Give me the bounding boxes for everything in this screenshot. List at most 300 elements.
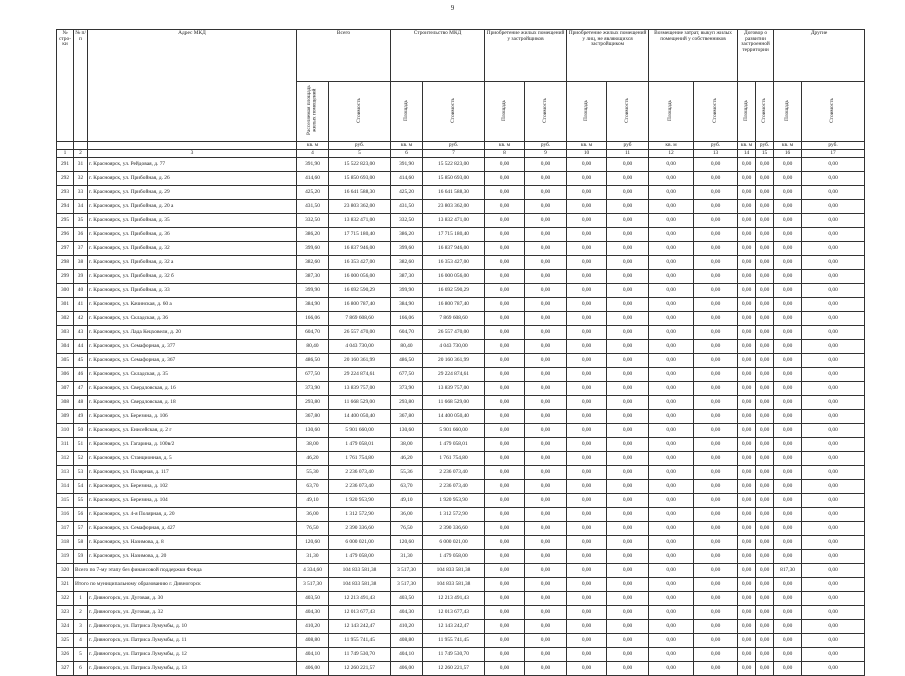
zero-value-cell: 0,00 [756, 480, 774, 494]
address-cell: г. Красноярск, ул. Семафорная, д. 377 [88, 340, 297, 354]
row-number-cell: 313 [57, 466, 74, 480]
zero-value-cell: 0,00 [567, 592, 607, 606]
zero-value-cell: 0,00 [802, 550, 865, 564]
zero-value-cell: 0,00 [525, 256, 567, 270]
zero-value-cell: 0,00 [485, 382, 525, 396]
zero-value-cell: 0,00 [485, 494, 525, 508]
zero-value-cell: 0,00 [738, 438, 756, 452]
zero-value-cell: 0,00 [567, 382, 607, 396]
zero-value-cell: 0,00 [738, 606, 756, 620]
item-number-cell: 55 [74, 494, 88, 508]
construction-area-cell: 3 517,30 [391, 578, 423, 592]
table-body [57, 158, 865, 676]
total-cost-cell: 13 832 471,00 [329, 214, 391, 228]
zero-value-cell: 0,00 [607, 466, 649, 480]
row-number-cell: 300 [57, 284, 74, 298]
construction-cost-cell: 1 312 572,90 [423, 508, 485, 522]
zero-value-cell: 0,00 [802, 452, 865, 466]
row-number-cell: 297 [57, 242, 74, 256]
header-total: Всего [297, 30, 391, 82]
total-cost-cell: 23 803 362,00 [329, 200, 391, 214]
unit-label: кв. м [391, 142, 423, 150]
zero-value-cell: 0,00 [485, 396, 525, 410]
zero-value-cell: 0,00 [525, 382, 567, 396]
construction-area-cell: 166,06 [391, 312, 423, 326]
item-number-cell: 59 [74, 550, 88, 564]
row-number-cell: 301 [57, 298, 74, 312]
total-label-cell: Всего по 7-му этапу без финансовой поддержки Фонда [74, 564, 297, 578]
address-cell: г. Красноярск, ул. Прибойная, д. 33 [88, 284, 297, 298]
table-row [57, 396, 865, 410]
zero-value-cell: 0,00 [756, 396, 774, 410]
zero-value-cell: 0,00 [485, 522, 525, 536]
construction-area-cell: 404,30 [391, 606, 423, 620]
zero-value-cell: 0,00 [774, 214, 802, 228]
zero-value-cell: 0,00 [774, 158, 802, 172]
address-cell: г. Красноярск, ул. Назимова, д. 8 [88, 536, 297, 550]
zero-value-cell: 0,00 [694, 186, 738, 200]
zero-value-cell: 0,00 [525, 284, 567, 298]
zero-value-cell: 0,00 [774, 186, 802, 200]
total-area-cell: 49,10 [297, 494, 329, 508]
zero-value-cell: 0,00 [774, 256, 802, 270]
column-number: 11 [607, 150, 649, 158]
total-area-cell: 604,70 [297, 326, 329, 340]
item-number-cell: 56 [74, 508, 88, 522]
zero-value-cell: 0,00 [694, 410, 738, 424]
total-cost-cell: 12 213 491,43 [329, 592, 391, 606]
zero-value-cell: 0,00 [567, 298, 607, 312]
construction-cost-cell: 6 000 021,00 [423, 536, 485, 550]
total-area-cell: 36,00 [297, 508, 329, 522]
table-row [57, 424, 865, 438]
zero-value-cell: 0,00 [607, 382, 649, 396]
construction-area-cell: 414,60 [391, 172, 423, 186]
construction-cost-cell: 2 236 073,40 [423, 466, 485, 480]
item-number-cell: 45 [74, 354, 88, 368]
zero-value-cell: 0,00 [567, 256, 607, 270]
zero-value-cell: 0,00 [525, 158, 567, 172]
zero-value-cell: 0,00 [774, 200, 802, 214]
zero-value-cell: 0,00 [485, 438, 525, 452]
zero-value-cell: 0,00 [485, 578, 525, 592]
unit-label: руб. [423, 142, 485, 150]
address-cell: г. Красноярск, ул. Березина, д. 104 [88, 494, 297, 508]
item-number-cell: 50 [74, 424, 88, 438]
table-row [57, 326, 865, 340]
row-number-cell: 294 [57, 200, 74, 214]
construction-cost-cell: 15 522 823,00 [423, 158, 485, 172]
row-number-cell: 314 [57, 480, 74, 494]
construction-area-cell: 425,20 [391, 186, 423, 200]
zero-value-cell: 0,00 [567, 508, 607, 522]
zero-value-cell: 0,00 [756, 368, 774, 382]
zero-value-cell: 0,00 [525, 662, 567, 676]
zero-value-cell: 0,00 [694, 368, 738, 382]
zero-value-cell: 0,00 [738, 186, 756, 200]
zero-value-cell: 0,00 [694, 438, 738, 452]
zero-value-cell: 0,00 [774, 228, 802, 242]
construction-cost-cell: 15 850 693,00 [423, 172, 485, 186]
zero-value-cell: 0,00 [774, 578, 802, 592]
address-cell: г. Красноярск, ул. Прибойная, д. 20 а [88, 200, 297, 214]
zero-value-cell: 0,00 [649, 312, 694, 326]
zero-value-cell: 0,00 [485, 340, 525, 354]
zero-value-cell: 0,00 [756, 606, 774, 620]
total-cost-cell: 26 557 470,00 [329, 326, 391, 340]
sub-header-area: Площадь [582, 99, 589, 121]
address-cell: г. Красноярск, ул. Енисейская, д. 2 г [88, 424, 297, 438]
item-number-cell: 31 [74, 158, 88, 172]
table-row [57, 256, 865, 270]
sub-header-cost: Стоимость [623, 97, 630, 123]
zero-value-cell: 0,00 [485, 158, 525, 172]
address-cell: г. Красноярск, ул. Полярная, д. 117 [88, 466, 297, 480]
total-cost-cell: 104 833 581,38 [329, 578, 391, 592]
zero-value-cell: 0,00 [694, 228, 738, 242]
zero-value-cell: 0,00 [607, 340, 649, 354]
zero-value-cell: 0,00 [485, 200, 525, 214]
header-address: Адрес МКД [88, 30, 297, 142]
zero-value-cell: 0,00 [649, 186, 694, 200]
zero-value-cell: 0,00 [649, 522, 694, 536]
zero-value-cell: 0,00 [649, 438, 694, 452]
zero-value-cell: 0,00 [774, 522, 802, 536]
construction-area-cell: 3 517,30 [391, 564, 423, 578]
total-area-cell: 332,50 [297, 214, 329, 228]
address-cell: г. Красноярск, ул. 4-я Полярная, д. 20 [88, 508, 297, 522]
total-area-cell: 80,40 [297, 340, 329, 354]
zero-value-cell: 0,00 [607, 186, 649, 200]
zero-value-cell: 0,00 [738, 298, 756, 312]
zero-value-cell: 0,00 [694, 536, 738, 550]
zero-value-cell: 0,00 [694, 620, 738, 634]
column-number: 17 [802, 150, 865, 158]
column-number: 3 [88, 150, 297, 158]
zero-value-cell: 0,00 [567, 158, 607, 172]
zero-value-cell: 0,00 [607, 298, 649, 312]
total-cost-cell: 4 043 730,00 [329, 340, 391, 354]
zero-value-cell: 0,00 [774, 312, 802, 326]
table-row [57, 606, 865, 620]
zero-value-cell: 0,00 [607, 606, 649, 620]
zero-value-cell: 0,00 [774, 284, 802, 298]
unit-label: кв. м [485, 142, 525, 150]
construction-cost-cell: 104 833 581,38 [423, 564, 485, 578]
table-row [57, 634, 865, 648]
zero-value-cell: 0,00 [567, 214, 607, 228]
total-cost-cell: 13 839 757,00 [329, 382, 391, 396]
zero-value-cell: 0,00 [738, 424, 756, 438]
zero-value-cell: 0,00 [756, 284, 774, 298]
zero-value-cell: 0,00 [802, 578, 865, 592]
zero-value-cell: 0,00 [694, 242, 738, 256]
zero-value-cell: 0,00 [525, 424, 567, 438]
zero-value-cell: 0,00 [567, 312, 607, 326]
table-row [57, 522, 865, 536]
construction-cost-cell: 1 761 754,80 [423, 452, 485, 466]
item-number-cell: 43 [74, 326, 88, 340]
sub-header-area: Площадь [667, 99, 674, 121]
zero-value-cell: 0,00 [607, 242, 649, 256]
construction-area-cell: 486,50 [391, 354, 423, 368]
zero-value-cell: 0,00 [738, 466, 756, 480]
zero-value-cell: 0,00 [485, 592, 525, 606]
total-cost-cell: 15 850 693,00 [329, 172, 391, 186]
zero-value-cell: 0,00 [756, 494, 774, 508]
construction-cost-cell: 23 803 362,00 [423, 200, 485, 214]
zero-value-cell: 0,00 [649, 564, 694, 578]
zero-value-cell: 0,00 [802, 326, 865, 340]
total-cost-cell: 1 479 058,00 [329, 550, 391, 564]
column-number: 5 [329, 150, 391, 158]
row-number-cell: 298 [57, 256, 74, 270]
construction-cost-cell: 4 043 730,00 [423, 340, 485, 354]
zero-value-cell: 0,00 [774, 172, 802, 186]
total-cost-cell: 29 224 874,61 [329, 368, 391, 382]
zero-value-cell: 0,00 [694, 522, 738, 536]
zero-value-cell: 0,00 [607, 172, 649, 186]
zero-value-cell: 0,00 [485, 228, 525, 242]
zero-value-cell: 0,00 [756, 200, 774, 214]
zero-value-cell: 0,00 [738, 480, 756, 494]
construction-area-cell: 431,50 [391, 200, 423, 214]
zero-value-cell: 0,00 [802, 172, 865, 186]
zero-value-cell: 0,00 [802, 270, 865, 284]
zero-value-cell: 0,00 [485, 452, 525, 466]
total-cost-cell: 2 236 073,40 [329, 466, 391, 480]
zero-value-cell: 0,00 [738, 410, 756, 424]
zero-value-cell: 0,00 [649, 242, 694, 256]
column-number: 9 [525, 150, 567, 158]
address-cell: г. Красноярск, ул. Прибойная, д. 35 [88, 214, 297, 228]
construction-cost-cell: 16 692 590,29 [423, 284, 485, 298]
table-row [57, 452, 865, 466]
item-number-cell: 37 [74, 242, 88, 256]
zero-value-cell: 0,00 [738, 172, 756, 186]
row-number-cell: 312 [57, 452, 74, 466]
sub-header-area: Площадь [783, 99, 790, 121]
construction-area-cell: 80,40 [391, 340, 423, 354]
zero-value-cell: 0,00 [525, 494, 567, 508]
zero-value-cell: 0,00 [525, 480, 567, 494]
table-row [57, 340, 865, 354]
construction-area-cell: 404,10 [391, 648, 423, 662]
unit-label: руб [607, 142, 649, 150]
item-number-cell: 46 [74, 368, 88, 382]
zero-value-cell: 0,00 [567, 536, 607, 550]
sub-header-cost: Стоимость [711, 97, 718, 123]
zero-value-cell: 0,00 [567, 550, 607, 564]
zero-value-cell: 0,00 [525, 564, 567, 578]
address-cell: г. Красноярск, ул. Свердловская, д. 16 [88, 382, 297, 396]
zero-value-cell: 0,00 [485, 662, 525, 676]
zero-value-cell: 0,00 [738, 592, 756, 606]
zero-value-cell: 0,00 [607, 410, 649, 424]
zero-value-cell: 0,00 [738, 536, 756, 550]
column-number: 14 [738, 150, 756, 158]
total-cost-cell: 11 955 741,45 [329, 634, 391, 648]
zero-value-cell: 0,00 [485, 508, 525, 522]
zero-value-cell: 0,00 [485, 326, 525, 340]
zero-value-cell: 0,00 [694, 256, 738, 270]
zero-value-cell: 0,00 [567, 452, 607, 466]
table-row [57, 368, 865, 382]
zero-value-cell: 0,00 [485, 410, 525, 424]
zero-value-cell: 0,00 [485, 620, 525, 634]
zero-value-cell: 0,00 [607, 214, 649, 228]
address-cell: г. Дивногорск, ул. Патриса Лумумбы, д. 11 [88, 634, 297, 648]
construction-area-cell: 382,60 [391, 256, 423, 270]
zero-value-cell: 0,00 [802, 648, 865, 662]
zero-value-cell: 0,00 [802, 522, 865, 536]
zero-value-cell: 0,00 [756, 536, 774, 550]
address-cell: г. Красноярск, ул. Прибойная, д. 36 [88, 228, 297, 242]
address-cell: г. Дивногорск, ул. Дуговая, д. 32 [88, 606, 297, 620]
zero-value-cell: 0,00 [525, 214, 567, 228]
row-number-cell: 292 [57, 172, 74, 186]
construction-area-cell: 677,50 [391, 368, 423, 382]
total-cost-cell: 2 236 073,40 [329, 480, 391, 494]
construction-area-cell: 36,00 [391, 508, 423, 522]
zero-value-cell: 0,00 [567, 634, 607, 648]
construction-area-cell: 408,80 [391, 634, 423, 648]
zero-value-cell: 0,00 [567, 494, 607, 508]
zero-value-cell: 0,00 [525, 410, 567, 424]
address-cell: г. Красноярск, ул. Семафорная, д. 427 [88, 522, 297, 536]
item-number-cell: 34 [74, 200, 88, 214]
total-cost-cell: 5 901 660,00 [329, 424, 391, 438]
zero-value-cell: 0,00 [738, 158, 756, 172]
zero-value-cell: 0,00 [694, 326, 738, 340]
zero-value-cell: 0,00 [802, 256, 865, 270]
row-number-cell: 327 [57, 662, 74, 676]
zero-value-cell: 0,00 [756, 298, 774, 312]
zero-value-cell: 0,00 [756, 242, 774, 256]
construction-cost-cell: 16 353 427,00 [423, 256, 485, 270]
zero-value-cell: 0,00 [774, 424, 802, 438]
total-cost-cell: 12 013 677,43 [329, 606, 391, 620]
unit-label: кв. м [567, 142, 607, 150]
item-number-cell: 40 [74, 284, 88, 298]
zero-value-cell: 0,00 [525, 340, 567, 354]
zero-value-cell: 0,00 [774, 620, 802, 634]
zero-value-cell: 0,00 [756, 172, 774, 186]
table-row [57, 410, 865, 424]
unit-label: кв. м [649, 142, 694, 150]
item-number-cell: 51 [74, 438, 88, 452]
zero-value-cell: 0,00 [567, 368, 607, 382]
table-row [57, 494, 865, 508]
zero-value-cell: 0,00 [802, 214, 865, 228]
zero-value-cell: 0,00 [649, 256, 694, 270]
sub-header-cost: Стоимость [541, 97, 548, 123]
zero-value-cell: 0,00 [485, 536, 525, 550]
total-area-cell: 387,30 [297, 270, 329, 284]
zero-value-cell: 0,00 [774, 354, 802, 368]
column-number: 4 [297, 150, 329, 158]
zero-value-cell: 0,00 [485, 242, 525, 256]
construction-cost-cell: 16 837 946,00 [423, 242, 485, 256]
zero-value-cell: 0,00 [802, 438, 865, 452]
table-row [57, 312, 865, 326]
zero-value-cell: 0,00 [774, 634, 802, 648]
unit-label: кв. м [297, 142, 329, 150]
zero-value-cell: 0,00 [802, 298, 865, 312]
zero-value-cell: 0,00 [567, 396, 607, 410]
table-row [57, 214, 865, 228]
zero-value-cell: 0,00 [485, 564, 525, 578]
zero-value-cell: 0,00 [525, 200, 567, 214]
zero-value-cell: 0,00 [649, 298, 694, 312]
header-row-column-numbers [57, 150, 865, 158]
zero-value-cell: 0,00 [774, 648, 802, 662]
zero-value-cell: 0,00 [738, 578, 756, 592]
zero-value-cell: 0,00 [525, 634, 567, 648]
zero-value-cell: 0,00 [649, 648, 694, 662]
column-number: 15 [756, 150, 774, 158]
zero-value-cell: 0,00 [774, 508, 802, 522]
item-number-cell: 5 [74, 648, 88, 662]
item-number-cell: 52 [74, 452, 88, 466]
address-cell: г. Красноярск, ул. Березина, д. 106 [88, 410, 297, 424]
header-compensation: Возмещение затрат, выкуп жилых помещений у собственников [649, 30, 738, 82]
zero-value-cell: 0,00 [738, 326, 756, 340]
zero-value-cell: 0,00 [774, 480, 802, 494]
table-row [57, 172, 865, 186]
table-row [57, 508, 865, 522]
zero-value-cell: 0,00 [485, 312, 525, 326]
address-cell: г. Красноярск, ул. Свердловская, д. 18 [88, 396, 297, 410]
row-number-cell: 319 [57, 550, 74, 564]
column-number: 12 [649, 150, 694, 158]
zero-value-cell: 0,00 [525, 550, 567, 564]
item-number-cell: 47 [74, 382, 88, 396]
item-number-cell: 44 [74, 340, 88, 354]
zero-value-cell: 0,00 [607, 200, 649, 214]
zero-value-cell: 0,00 [649, 536, 694, 550]
zero-value-cell: 0,00 [802, 158, 865, 172]
zero-value-cell: 0,00 [607, 620, 649, 634]
table-row [57, 578, 865, 592]
zero-value-cell: 0,00 [649, 382, 694, 396]
total-cost-cell: 16 641 588,30 [329, 186, 391, 200]
construction-area-cell: 391,90 [391, 158, 423, 172]
zero-value-cell: 0,00 [756, 228, 774, 242]
zero-value-cell: 0,00 [756, 354, 774, 368]
zero-value-cell: 0,00 [774, 466, 802, 480]
total-cost-cell: 12 143 242,47 [329, 620, 391, 634]
zero-value-cell: 0,00 [756, 564, 774, 578]
row-number-cell: 321 [57, 578, 74, 592]
zero-value-cell: 0,00 [649, 550, 694, 564]
zero-value-cell: 0,00 [649, 620, 694, 634]
zero-value-cell: 0,00 [802, 312, 865, 326]
zero-value-cell: 0,00 [738, 550, 756, 564]
total-area-cell: 367,80 [297, 410, 329, 424]
zero-value-cell: 0,00 [802, 354, 865, 368]
row-number-cell: 309 [57, 410, 74, 424]
address-cell: г. Красноярск, ул. Прибойная, д. 32 б [88, 270, 297, 284]
total-area-cell: 399,60 [297, 242, 329, 256]
zero-value-cell: 0,00 [694, 508, 738, 522]
zero-value-cell: 0,00 [802, 242, 865, 256]
zero-value-cell: 0,00 [802, 284, 865, 298]
total-area-cell: 425,20 [297, 186, 329, 200]
column-number: 16 [774, 150, 802, 158]
zero-value-cell: 0,00 [525, 620, 567, 634]
item-number-cell: 54 [74, 480, 88, 494]
